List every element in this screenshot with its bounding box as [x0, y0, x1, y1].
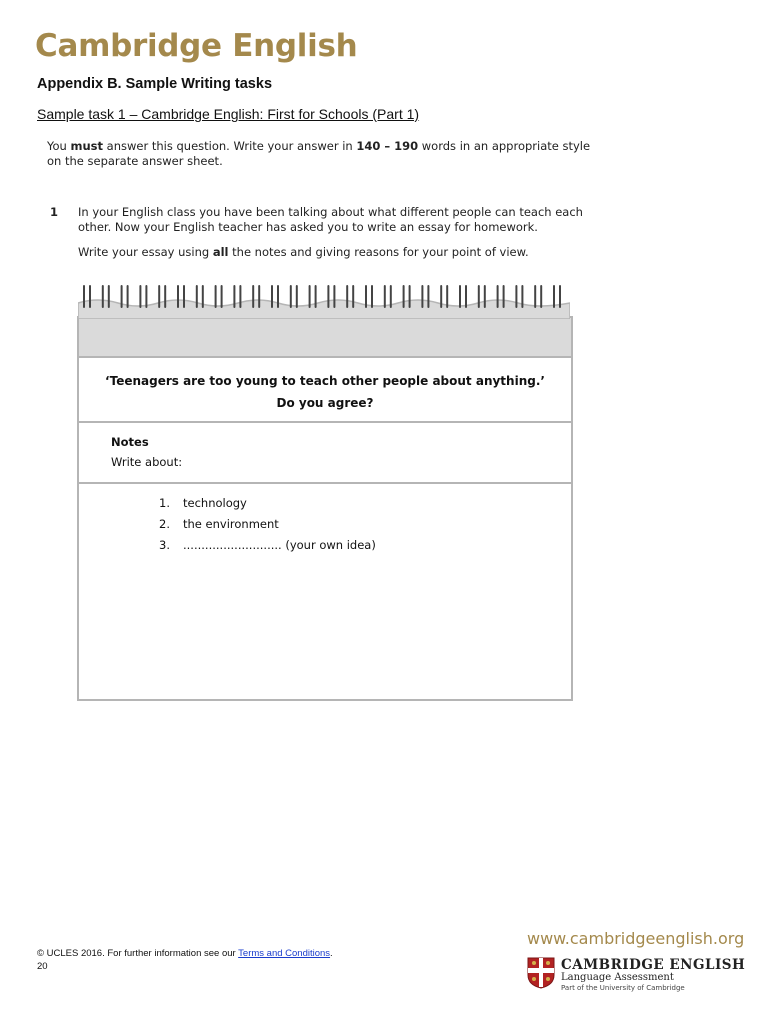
notes-heading: Notes: [111, 435, 149, 449]
notebook-notes: [79, 423, 571, 484]
instruction-text-2: answer this question. Write your answer in: [103, 139, 357, 153]
instruction-text-1: You: [47, 139, 71, 153]
brand-title: Cambridge English: [35, 28, 358, 64]
list-item-text: ........................... (your own idea): [183, 538, 376, 552]
notes-subheading: Write about:: [111, 455, 183, 469]
essay-instruction-text-1: Write your essay using: [78, 245, 213, 259]
question-number: 1: [50, 205, 59, 219]
logo-title: CAMBRIDGE ENGLISH: [561, 957, 746, 973]
instruction-text-3: words in an appropriate style on the separate answer sheet.: [47, 139, 591, 168]
cambridge-crest-icon: [527, 957, 555, 989]
website-url: www.cambridgeenglish.org: [527, 929, 745, 948]
terms-link[interactable]: Terms and Conditions: [238, 948, 331, 959]
instruction-bold-wordcount: 140 – 190: [356, 139, 419, 153]
sample-task-title: Sample task 1 – Cambridge English: First for Schools (Part 1): [37, 106, 420, 122]
copyright-prefix: © UCLES 2016. For further information see our: [37, 948, 239, 959]
list-item-number: 3.: [159, 538, 170, 552]
list-item: [159, 517, 571, 538]
essay-instruction-text-2: the notes and giving reasons for your point of view.: [228, 245, 529, 259]
logo-subtitle: Language Assessment: [561, 972, 674, 983]
question-text: [78, 205, 608, 260]
essay-instruction: [78, 245, 608, 260]
question-prompt: In your English class you have been talking about what different people can teach each other. Now your English teacher has asked you to write an essay for homework.: [78, 205, 583, 234]
list-item: [159, 538, 571, 559]
notebook-quote: [79, 358, 571, 423]
notes-list: [79, 484, 571, 559]
task-instruction: [47, 139, 607, 169]
instruction-bold-must: must: [70, 139, 103, 153]
footer-copyright: [37, 947, 333, 973]
appendix-title: Appendix B. Sample Writing tasks: [37, 76, 273, 92]
quote-line-2: Do you agree?: [276, 396, 374, 410]
list-item-number: 1.: [159, 496, 170, 510]
list-item-text: technology: [183, 496, 247, 510]
page-number: 20: [37, 961, 48, 972]
notebook-header: [79, 318, 571, 358]
essay-instruction-bold: all: [212, 245, 229, 259]
logo-part-of: Part of the University of Cambridge: [561, 984, 685, 992]
list-item-text: the environment: [183, 517, 279, 531]
list-item: [159, 496, 571, 517]
quote-line-1: ‘Teenagers are too young to teach other people about anything.’: [105, 374, 545, 388]
list-item-number: 2.: [159, 517, 170, 531]
copyright-suffix: .: [330, 948, 333, 959]
notebook-spiral-binding: [78, 283, 570, 319]
notebook-card: [77, 316, 573, 701]
